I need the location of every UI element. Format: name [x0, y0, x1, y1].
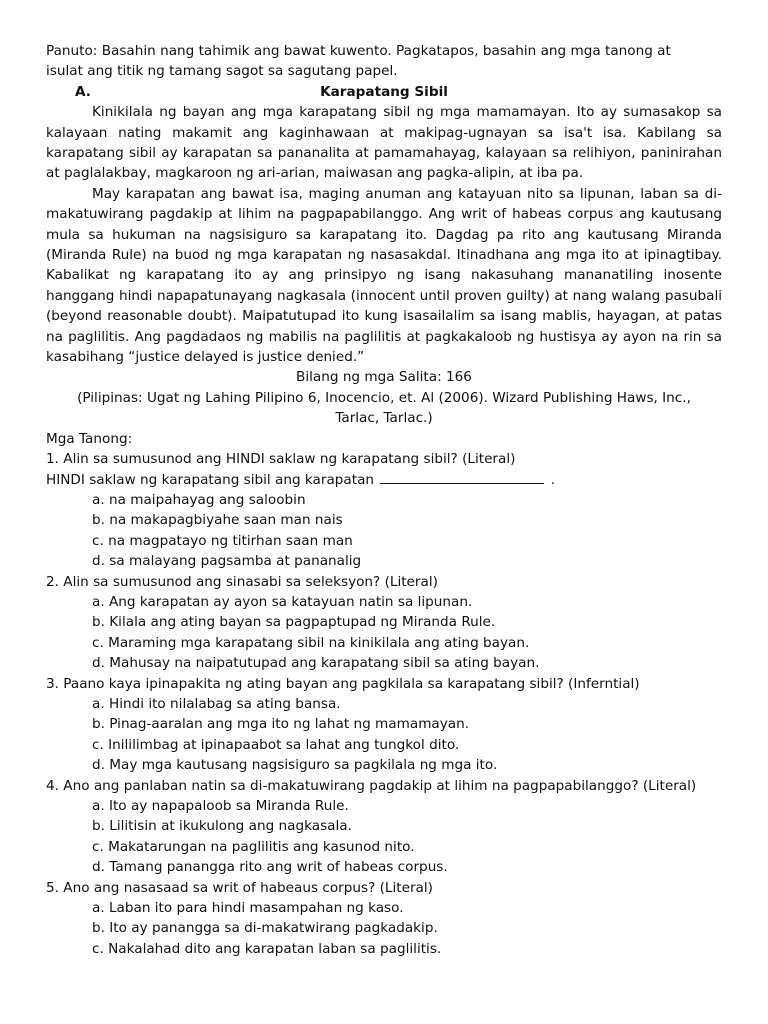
story-paragraph-2: May karapatan ang bawat isa, maging anuman ang katayuan nito sa lipunan, laban sa di-makatuwirang pagdakip at lihim na pagpapabilanggo. Ang writ of habeas corpus ang kautusang mula sa hukuman na nagsisiguro sa karapatang ito. Dagdag pa rito ang kautusang Miranda (Miranda Rule) na buod ng mga karapatan ng nasasakdal. Itinadhana ang mga ito at ipinagtibay. Kabalikat ng karapatang ito ay ang prinsipyo ng isang nakasuhang mananatiling inosente hanggang hindi napapatunayang nagkasala (innocent until proven guilty) at nang walang pasubali (beyond reasonable doubt). Maipatutupad ito kung isasailalim sa isang mablis, hayagan, at patas na paglilitis. Ang pagdadaos ng mabilis na paglilitis at pagkakaloob ng hustisya ay ayon na rin sa kasabihang “justice delayed is justice denied.”	[46, 185, 722, 366]
story-paragraph-1: Kinikilala ng bayan ang mga karapatang sibil ng mga mamamayan. Ito ay sumasakop sa kalayaan nating makamit ang kaginhawaan at makipag-ugnayan sa isa't isa. Kabilang sa karapatang sibil ay karapatan sa pananalita at pamamahayag, kalayaan sa relihiyon, paninirahan at paglalakbay, magkaroon ng ari-arian, maiwasan ang pagka-alipin, at iba pa.	[46, 104, 722, 182]
question-4	[46, 776, 722, 878]
question-text: 4. Ano ang panlaban natin sa di-makatuwirang pagdakip at lihim na pagpapabilanggo? (Literal)	[46, 777, 697, 794]
answer-option: c. Maraming mga karapatang sibil na kinikilala ang ating bayan.	[92, 634, 530, 651]
answer-option: c. Inililimbag at ipinapaabot sa lahat ang tungkol dito.	[92, 736, 460, 753]
question-text: 3. Paano kaya ipinapakita ng ating bayan ang pagkilala sa karapatang sibil? (Inferntial)	[46, 675, 640, 692]
question-1	[46, 449, 722, 571]
citation-line-2: Tarlac, Tarlac.)	[335, 410, 433, 427]
word-count: Bilang ng mga Salita: 166	[296, 369, 472, 386]
answer-option: c. Makatarungan na paglilitis ang kasunod nito.	[92, 838, 415, 855]
question-2	[46, 572, 722, 674]
answer-option: c. Nakalahad dito ang karapatan laban sa paglilitis.	[92, 940, 442, 957]
story-title: Karapatang Sibil	[320, 83, 448, 100]
answer-option: a. Hindi ito nilalabag sa ating bansa.	[92, 695, 341, 712]
citation-line-1: (Pilipinas: Ugat ng Lahing Pilipino 6, Inocencio, et. Al (2006). Wizard Publishing Haws, Inc.,	[77, 389, 691, 406]
answer-option: b. na makapagbiyahe saan man nais	[92, 512, 343, 529]
answer-option: b. Pinag-aaralan ang mga ito ng lahat ng mamamayan.	[92, 716, 470, 733]
answer-option: b. Lilitisin at ikukulong ang nagkasala.	[92, 818, 352, 835]
answer-option: b. Ito ay panangga sa di-makatwirang pagkadakip.	[92, 920, 438, 937]
answer-option: a. Ang karapatan ay ayon sa katayuan natin sa lipunan.	[92, 593, 473, 610]
answer-option: d. Mahusay na naipatutupad ang karapatang sibil sa ating bayan.	[92, 655, 540, 672]
question-3	[46, 674, 722, 776]
answer-blank	[380, 471, 544, 484]
question-text: 2. Alin sa sumusunod ang sinasabi sa seleksyon? (Literal)	[46, 573, 438, 590]
answer-option: d. Tamang panangga rito ang writ of habeas corpus.	[92, 859, 448, 876]
answer-option: b. Kilala ang ating bayan sa pagpaptupad ng Miranda Rule.	[92, 614, 496, 631]
answer-option: a. Laban ito para hindi masampahan ng kaso.	[92, 900, 404, 917]
worksheet-body	[46, 41, 722, 959]
answer-option: a. na maipahayag ang saloobin	[92, 491, 306, 508]
answer-option: d. sa malayang pagsamba at pananalig	[92, 553, 362, 570]
question-text: 1. Alin sa sumusunod ang HINDI saklaw ng karapatang sibil? (Literal)	[46, 451, 516, 468]
question-text: 5. Ano ang nasasaad sa writ of habeaus corpus? (Literal)	[46, 879, 433, 896]
instructions-line-2: isulat ang titik ng tamang sagot sa sagutang papel.	[46, 63, 398, 80]
stem-text: HINDI saklaw ng karapatang sibil ang karapatan	[46, 471, 375, 488]
instructions-line-1: Panuto: Basahin nang tahimik ang bawat kuwento. Pagkatapos, basahin ang mga tanong at	[46, 43, 671, 59]
answer-option: a. Ito ay napapaloob sa Miranda Rule.	[92, 798, 349, 815]
section-label: A.	[75, 83, 91, 100]
stem-end: .	[550, 471, 556, 488]
answer-option: d. May mga kautusang nagsisiguro sa pagkilala ng mga ito.	[92, 757, 498, 774]
questions-heading: Mga Tanong:	[46, 430, 133, 447]
answer-option: c. na magpatayo ng titirhan saan man	[92, 532, 353, 549]
question-stem	[46, 470, 722, 490]
section-heading	[46, 82, 722, 102]
question-5	[46, 878, 722, 960]
